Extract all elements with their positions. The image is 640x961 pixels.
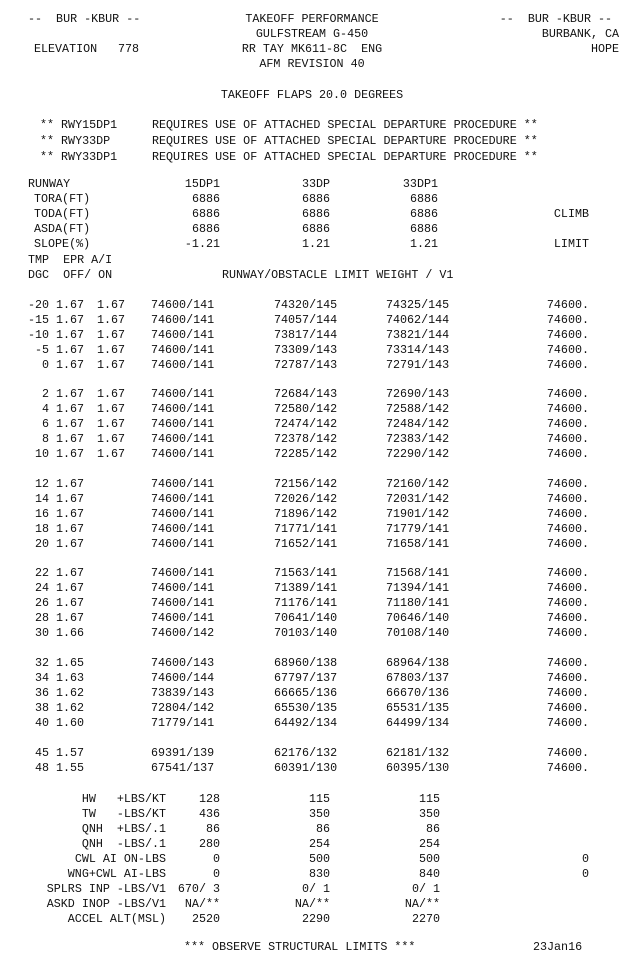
runway-info-label: SLOPE(%) [34, 237, 91, 251]
row-temperature: 18 [34, 522, 49, 536]
row-climb-limit: 74600. [546, 507, 589, 521]
correction-label: WNG+CWL AI-LBS [67, 867, 166, 881]
correction-value: 115 [418, 792, 440, 806]
correction-value: 115 [308, 792, 330, 806]
row-weight-v1-33dp: 72474/142 [274, 417, 338, 431]
footer-date: 23Jan16 [533, 940, 583, 954]
correction-value: 840 [418, 867, 440, 881]
runway-info-extra: CLIMB [553, 207, 589, 221]
row-weight-v1-15dp1: 74600/141 [151, 402, 215, 416]
correction-label: CWL AI ON-LBS [74, 852, 166, 866]
correction-value: 86 [205, 822, 220, 836]
correction-value: 280 [198, 837, 220, 851]
runway-info-label: TORA(FT) [34, 192, 91, 206]
aircraft-type: GULFSTREAM G-450 [255, 27, 369, 41]
procedure-runway: ** RWY15DP1 [40, 118, 118, 132]
correction-value: 670/ 3 [177, 882, 220, 896]
correction-value: 436 [198, 807, 220, 821]
row-weight-v1-33dp: 64492/134 [274, 716, 338, 730]
row-weight-v1-33dp: 71176/141 [274, 596, 338, 610]
correction-value: NA/** [294, 897, 330, 911]
procedure-text: REQUIRES USE OF ATTACHED SPECIAL DEPARTURE PROCEDURE ** [152, 150, 538, 164]
runway-info-value: 6886 [409, 222, 438, 236]
row-weight-v1-33dp: 73309/143 [274, 343, 338, 357]
row-weight-v1-33dp1: 74062/144 [386, 313, 450, 327]
row-weight-v1-33dp1: 72383/142 [386, 432, 450, 446]
row-weight-v1-15dp1: 74600/141 [151, 477, 215, 491]
row-weight-v1-33dp1: 73314/143 [386, 343, 450, 357]
row-epr-off: 1.67 [56, 387, 85, 401]
row-epr-on: 1.67 [97, 417, 126, 431]
row-weight-v1-33dp: 72684/143 [274, 387, 338, 401]
row-epr-off: 1.67 [56, 477, 85, 491]
row-weight-v1-15dp1: 74600/141 [151, 611, 215, 625]
runway-info-value: 1.21 [301, 237, 330, 251]
row-weight-v1-33dp: 72285/142 [274, 447, 338, 461]
row-epr-off: 1.57 [56, 746, 85, 760]
row-weight-v1-33dp1: 70646/140 [386, 611, 450, 625]
row-temperature: -15 [27, 313, 49, 327]
row-weight-v1-15dp1: 74600/141 [151, 343, 215, 357]
row-weight-v1-15dp1: 69391/139 [151, 746, 215, 760]
row-epr-off: 1.67 [56, 522, 85, 536]
row-climb-limit: 74600. [546, 402, 589, 416]
row-climb-limit: 74600. [546, 686, 589, 700]
row-weight-v1-33dp1: 67803/137 [386, 671, 450, 685]
row-weight-v1-33dp: 71896/142 [274, 507, 338, 521]
procedure-text: REQUIRES USE OF ATTACHED SPECIAL DEPARTURE PROCEDURE ** [152, 134, 538, 148]
row-epr-off: 1.67 [56, 402, 85, 416]
runway-info-value: 33DP1 [402, 177, 438, 191]
row-weight-v1-33dp1: 64499/134 [386, 716, 450, 730]
correction-value: NA/** [404, 897, 440, 911]
row-climb-limit: 74600. [546, 656, 589, 670]
row-epr-off: 1.67 [56, 596, 85, 610]
row-weight-v1-33dp1: 72484/142 [386, 417, 450, 431]
flaps-title: TAKEOFF FLAPS 20.0 DEGREES [220, 88, 404, 102]
row-weight-v1-33dp1: 70108/140 [386, 626, 450, 640]
row-climb-limit: 74600. [546, 387, 589, 401]
runway-info-value: 6886 [191, 207, 220, 221]
correction-value: NA/** [184, 897, 220, 911]
row-temperature: 26 [34, 596, 49, 610]
row-weight-v1-15dp1: 74600/141 [151, 581, 215, 595]
correction-value: 2520 [191, 912, 220, 926]
doc-title: TAKEOFF PERFORMANCE [245, 12, 379, 26]
row-epr-off: 1.67 [56, 358, 85, 372]
row-weight-v1-33dp: 72378/142 [274, 432, 338, 446]
row-weight-v1-33dp1: 68964/138 [386, 656, 450, 670]
row-weight-v1-33dp: 60391/130 [274, 761, 338, 775]
row-weight-v1-15dp1: 74600/141 [151, 596, 215, 610]
row-epr-off: 1.67 [56, 343, 85, 357]
row-weight-v1-33dp1: 72791/143 [386, 358, 450, 372]
row-temperature: 8 [41, 432, 49, 446]
runway-info-value: 6886 [301, 222, 330, 236]
row-epr-on: 1.67 [97, 432, 126, 446]
correction-value: 830 [308, 867, 330, 881]
elevation-value: 778 [118, 42, 140, 56]
row-weight-v1-33dp1: 66670/136 [386, 686, 450, 700]
row-weight-v1-33dp: 66665/136 [274, 686, 338, 700]
row-climb-limit: 74600. [546, 566, 589, 580]
correction-value: 2290 [301, 912, 330, 926]
correction-value: 128 [198, 792, 220, 806]
row-weight-v1-33dp: 70103/140 [274, 626, 338, 640]
left-station: -- BUR -KBUR -- [28, 12, 141, 26]
row-climb-limit: 74600. [546, 596, 589, 610]
row-weight-v1-33dp1: 72290/142 [386, 447, 450, 461]
row-weight-v1-33dp1: 60395/130 [386, 761, 450, 775]
row-epr-on: 1.67 [97, 447, 126, 461]
correction-value: 0/ 1 [411, 882, 440, 896]
row-temperature: 28 [34, 611, 49, 625]
row-weight-v1-33dp: 71389/141 [274, 581, 338, 595]
right-station: -- BUR -KBUR -- [499, 12, 612, 26]
row-climb-limit: 74600. [546, 537, 589, 551]
row-weight-v1-33dp: 62176/132 [274, 746, 338, 760]
row-weight-v1-33dp: 74320/145 [274, 298, 338, 312]
structural-limits-note: *** OBSERVE STRUCTURAL LIMITS *** [184, 940, 416, 954]
row-climb-limit: 74600. [546, 522, 589, 536]
airport-name: HOPE [590, 42, 619, 56]
row-epr-on: 1.67 [97, 313, 126, 327]
row-epr-on: 1.67 [97, 328, 126, 342]
row-epr-off: 1.67 [56, 507, 85, 521]
row-weight-v1-15dp1: 74600/141 [151, 507, 215, 521]
row-epr-off: 1.60 [56, 716, 85, 730]
engine-type: RR TAY MK611-8C ENG [241, 42, 383, 56]
row-weight-v1-33dp: 71563/141 [274, 566, 338, 580]
runway-info-value: 6886 [191, 222, 220, 236]
row-weight-v1-33dp1: 72690/143 [386, 387, 450, 401]
row-climb-limit: 74600. [546, 761, 589, 775]
runway-info-value: 33DP [301, 177, 330, 191]
row-climb-limit: 74600. [546, 492, 589, 506]
row-weight-v1-33dp1: 71658/141 [386, 537, 450, 551]
row-weight-v1-33dp: 72026/142 [274, 492, 338, 506]
row-temperature: 30 [34, 626, 49, 640]
row-weight-v1-15dp1: 71779/141 [151, 716, 215, 730]
row-epr-off: 1.66 [56, 626, 85, 640]
row-weight-v1-33dp1: 72031/142 [386, 492, 450, 506]
row-climb-limit: 74600. [546, 581, 589, 595]
row-epr-off: 1.67 [56, 328, 85, 342]
correction-value: 350 [418, 807, 440, 821]
row-climb-limit: 74600. [546, 746, 589, 760]
runway-info-value: 6886 [191, 192, 220, 206]
correction-label: HW +LBS/KT [81, 792, 166, 806]
row-epr-off: 1.55 [56, 761, 85, 775]
row-epr-on: 1.67 [97, 358, 126, 372]
row-weight-v1-15dp1: 74600/142 [151, 626, 215, 640]
procedure-runway: ** RWY33DP1 [40, 150, 118, 164]
row-epr-on: 1.67 [97, 343, 126, 357]
correction-label: ACCEL ALT(MSL) [67, 912, 166, 926]
row-temperature: 34 [34, 671, 49, 685]
correction-value: 500 [308, 852, 330, 866]
runway-info-value: 15DP1 [184, 177, 220, 191]
row-climb-limit: 74600. [546, 447, 589, 461]
row-epr-off: 1.67 [56, 298, 85, 312]
correction-label: TW -LBS/KT [81, 807, 166, 821]
runway-info-extra: LIMIT [553, 237, 589, 251]
correction-value: 0 [212, 867, 220, 881]
row-weight-v1-33dp: 67797/137 [274, 671, 338, 685]
row-weight-v1-15dp1: 67541/137 [151, 761, 215, 775]
row-epr-off: 1.67 [56, 432, 85, 446]
row-epr-on: 1.67 [97, 387, 126, 401]
runway-info-value: -1.21 [184, 237, 220, 251]
runway-info-label: ASDA(FT) [34, 222, 91, 236]
row-epr-off: 1.67 [56, 313, 85, 327]
row-weight-v1-15dp1: 72804/142 [151, 701, 215, 715]
row-temperature: 0 [41, 358, 49, 372]
row-epr-on: 1.67 [97, 298, 126, 312]
correction-value: 0 [581, 852, 589, 866]
row-climb-limit: 74600. [546, 358, 589, 372]
elevation-label: ELEVATION [34, 42, 98, 56]
row-weight-v1-15dp1: 74600/141 [151, 432, 215, 446]
runway-info-value: 6886 [409, 192, 438, 206]
correction-label: SPLRS INP -LBS/V1 [46, 882, 166, 896]
row-weight-v1-33dp: 71652/141 [274, 537, 338, 551]
row-epr-off: 1.67 [56, 566, 85, 580]
row-epr-off: 1.67 [56, 611, 85, 625]
runway-info-value: 6886 [301, 207, 330, 221]
row-weight-v1-33dp1: 71394/141 [386, 581, 450, 595]
row-temperature: 45 [34, 746, 49, 760]
row-temperature: 36 [34, 686, 49, 700]
row-climb-limit: 74600. [546, 343, 589, 357]
correction-value: 2270 [411, 912, 440, 926]
correction-value: 350 [308, 807, 330, 821]
row-climb-limit: 74600. [546, 611, 589, 625]
row-weight-v1-33dp1: 71568/141 [386, 566, 450, 580]
row-weight-v1-33dp1: 74325/145 [386, 298, 450, 312]
row-weight-v1-33dp1: 62181/132 [386, 746, 450, 760]
row-epr-off: 1.67 [56, 417, 85, 431]
row-weight-v1-15dp1: 74600/141 [151, 447, 215, 461]
row-weight-v1-15dp1: 74600/141 [151, 492, 215, 506]
correction-value: 0 [212, 852, 220, 866]
row-weight-v1-33dp: 72580/142 [274, 402, 338, 416]
row-epr-off: 1.65 [56, 656, 85, 670]
city: BURBANK, CA [541, 27, 619, 41]
row-temperature: 40 [34, 716, 49, 730]
row-weight-v1-33dp: 71771/141 [274, 522, 338, 536]
row-temperature: 38 [34, 701, 49, 715]
correction-label: QNH -LBS/.1 [81, 837, 166, 851]
row-epr-off: 1.67 [56, 492, 85, 506]
table-title: RUNWAY/OBSTACLE LIMIT WEIGHT / V1 [222, 268, 454, 282]
row-climb-limit: 74600. [546, 626, 589, 640]
correction-value: 86 [315, 822, 330, 836]
row-weight-v1-15dp1: 74600/143 [151, 656, 215, 670]
row-climb-limit: 74600. [546, 432, 589, 446]
procedure-text: REQUIRES USE OF ATTACHED SPECIAL DEPARTURE PROCEDURE ** [152, 118, 538, 132]
runway-info-value: 6886 [301, 192, 330, 206]
row-weight-v1-33dp1: 73821/144 [386, 328, 450, 342]
row-temperature: 16 [34, 507, 49, 521]
row-temperature: 24 [34, 581, 49, 595]
row-epr-on: 1.67 [97, 402, 126, 416]
row-temperature: 20 [34, 537, 49, 551]
row-temperature: 32 [34, 656, 49, 670]
row-weight-v1-15dp1: 74600/141 [151, 387, 215, 401]
row-epr-off: 1.67 [56, 447, 85, 461]
row-weight-v1-33dp1: 72160/142 [386, 477, 450, 491]
row-weight-v1-15dp1: 73839/143 [151, 686, 215, 700]
row-weight-v1-15dp1: 74600/141 [151, 537, 215, 551]
row-temperature: 22 [34, 566, 49, 580]
row-weight-v1-15dp1: 74600/141 [151, 328, 215, 342]
row-climb-limit: 74600. [546, 671, 589, 685]
row-weight-v1-15dp1: 74600/141 [151, 566, 215, 580]
row-temperature: 48 [34, 761, 49, 775]
row-epr-off: 1.67 [56, 537, 85, 551]
row-temperature: -20 [27, 298, 49, 312]
row-climb-limit: 74600. [546, 298, 589, 312]
correction-value: 86 [425, 822, 440, 836]
row-epr-off: 1.67 [56, 581, 85, 595]
row-temperature: -5 [34, 343, 49, 357]
row-weight-v1-33dp: 72787/143 [274, 358, 338, 372]
runway-info-value: 1.21 [409, 237, 438, 251]
row-climb-limit: 74600. [546, 716, 589, 730]
runway-info-value: 6886 [409, 207, 438, 221]
correction-value: 0/ 1 [301, 882, 330, 896]
row-climb-limit: 74600. [546, 477, 589, 491]
row-temperature: 10 [34, 447, 49, 461]
runway-info-label: RUNWAY [28, 177, 71, 191]
procedure-runway: ** RWY33DP [40, 134, 111, 148]
correction-value: 0 [581, 867, 589, 881]
row-epr-off: 1.62 [56, 686, 85, 700]
row-temperature: 2 [41, 387, 49, 401]
afm-revision: AFM REVISION 40 [259, 57, 365, 71]
row-weight-v1-33dp1: 65531/135 [386, 701, 450, 715]
correction-value: 254 [418, 837, 440, 851]
row-weight-v1-15dp1: 74600/141 [151, 298, 215, 312]
row-weight-v1-33dp1: 72588/142 [386, 402, 450, 416]
row-climb-limit: 74600. [546, 417, 589, 431]
correction-label: QNH +LBS/.1 [81, 822, 166, 836]
row-climb-limit: 74600. [546, 328, 589, 342]
correction-value: 254 [308, 837, 330, 851]
table-header-line2: DGC OFF/ ON [28, 268, 113, 282]
row-weight-v1-15dp1: 74600/141 [151, 358, 215, 372]
row-weight-v1-33dp: 70641/140 [274, 611, 338, 625]
row-temperature: 6 [41, 417, 49, 431]
row-weight-v1-15dp1: 74600/141 [151, 522, 215, 536]
row-weight-v1-33dp1: 71779/141 [386, 522, 450, 536]
row-weight-v1-15dp1: 74600/141 [151, 313, 215, 327]
row-weight-v1-33dp: 74057/144 [274, 313, 338, 327]
row-weight-v1-33dp: 65530/135 [274, 701, 338, 715]
row-temperature: 12 [34, 477, 49, 491]
row-weight-v1-33dp1: 71180/141 [386, 596, 450, 610]
row-weight-v1-33dp: 72156/142 [274, 477, 338, 491]
correction-label: ASKD INOP -LBS/V1 [46, 897, 166, 911]
correction-value: 500 [418, 852, 440, 866]
row-epr-off: 1.62 [56, 701, 85, 715]
table-header-line1: TMP EPR A/I [28, 253, 113, 267]
row-weight-v1-15dp1: 74600/141 [151, 417, 215, 431]
runway-info-label: TODA(FT) [34, 207, 91, 221]
row-weight-v1-15dp1: 74600/144 [151, 671, 215, 685]
row-temperature: 14 [34, 492, 49, 506]
row-weight-v1-33dp1: 71901/142 [386, 507, 450, 521]
row-climb-limit: 74600. [546, 701, 589, 715]
row-weight-v1-33dp: 73817/144 [274, 328, 338, 342]
row-climb-limit: 74600. [546, 313, 589, 327]
row-temperature: -10 [27, 328, 49, 342]
row-temperature: 4 [41, 402, 49, 416]
row-weight-v1-33dp: 68960/138 [274, 656, 338, 670]
row-epr-off: 1.63 [56, 671, 85, 685]
